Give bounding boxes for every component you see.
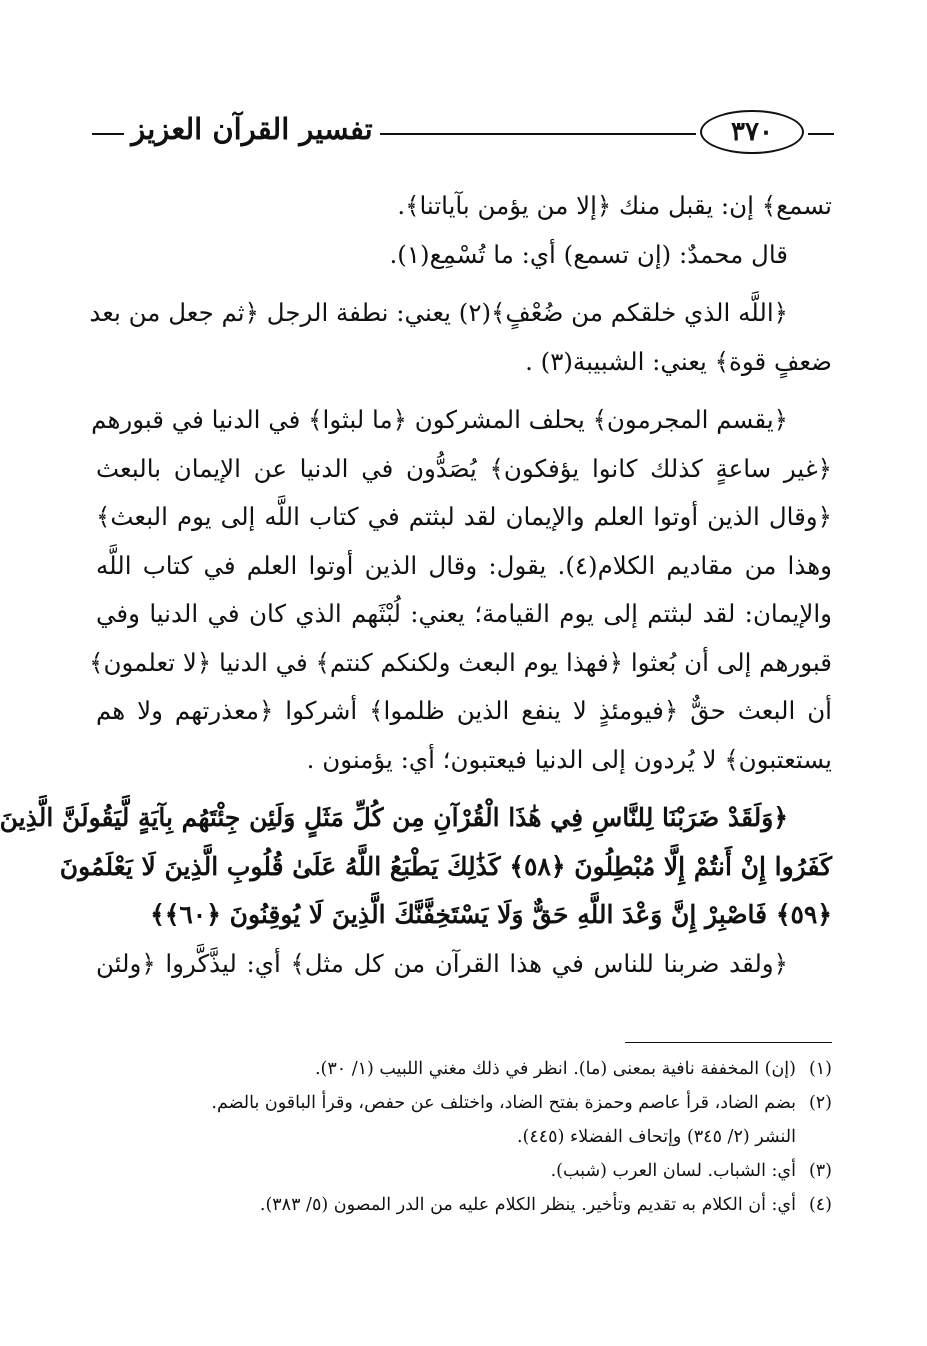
text-line: يستعتبون﴾ لا يُردون إلى الدنيا فيعتبون؛ أي: يؤمنون .	[306, 744, 832, 774]
footnote-separator	[625, 1042, 832, 1043]
footnote-text: بضم الضاد، قرأ عاصم وحمزة بفتح الضاد، واختلف عن حفص، وقرأ الباقون بالضم.	[211, 1093, 796, 1113]
page-number: ٣٧٠	[700, 110, 804, 154]
text-line: ﴿ولقد ضربنا للناس في هذا القرآن من كل مثل﴾ أي: ليذَّكَّروا ﴿ولئن	[96, 948, 788, 978]
page-header	[92, 108, 834, 158]
text-line: تسمع﴾ إن: يقبل منك ﴿إلا من يؤمن بآياتنا﴾.	[397, 191, 832, 220]
text-line: ﴿وقال الذين أوتوا العلم والإيمان لقد لبثتم في كتاب اللَّه إلى يوم البعث﴾	[96, 502, 832, 531]
footnote-number: (٤)	[808, 1195, 832, 1215]
footnote-number: (٣)	[808, 1161, 832, 1181]
footnote	[96, 1086, 832, 1120]
footnote-number: (١)	[808, 1059, 832, 1079]
footnote	[96, 1052, 832, 1086]
footnotes	[96, 1052, 832, 1222]
footnote-number: (٢)	[808, 1093, 832, 1113]
footnote	[96, 1188, 832, 1222]
footnote-continuation	[96, 1120, 832, 1154]
footnote-text: أي: الشباب. لسان العرب (شبب).	[550, 1161, 796, 1181]
text-line: أن البعث حقٌّ ﴿فيومئذٍ لا ينفع الذين ظلموا﴾ أشركوا ﴿معذرتهم ولا هم	[96, 696, 832, 725]
quran-verse-line: كَفَرُوا إِنْ أَنتُمْ إِلَّا مُبْطِلُونَ ﴿٥٨﴾ كَذَٰلِكَ يَطْبَعُ اللَّهُ عَلَىٰ قُلُوبِ الَّذِينَ لَا يَعْلَمُونَ	[59, 851, 832, 881]
footnote-text: (إن) المخففة نافية بمعنى (ما). انظر في ذلك مغني اللبيب (١/ ٣٠).	[314, 1059, 796, 1079]
text-line: والإيمان: لقد لبثتم إلى يوم القيامة؛ يعني: لُبْثَهم الذي كان في الدنيا وفي	[96, 599, 832, 628]
quran-verse-line: ﴿٥٩﴾ فَاصْبِرْ إِنَّ وَعْدَ اللَّهِ حَقٌّ وَلَا يَسْتَخِفَّنَّكَ الَّذِينَ لَا يُوقِنُونَ ﴿٦٠﴾﴾	[150, 900, 832, 929]
text-line: ﴿اللَّه الذي خلقكم من ضُعْفٍ﴾(٢) يعني: نطفة الرجل ﴿ثم جعل من بعد	[89, 298, 788, 327]
text-line: ﴿غير ساعةٍ كذلك كانوا يؤفكون﴾ يُصَدُّون في الدنيا عن الإيمان بالبعث	[96, 453, 832, 483]
quran-verse-line: ﴿وَلَقَدْ ضَرَبْنَا لِلنَّاسِ فِي هَٰذَا الْقُرْآنِ مِن كُلِّ مَثَلٍ وَلَئِن جِئْتَهُم بِآيَةٍ لَّيَقُولَنَّ الَّذِينَ	[0, 803, 788, 832]
book-title: تفسير القرآن العزيز	[131, 112, 373, 146]
text-line: ضعفٍ قوة﴾ يعني: الشبيبة(٣) .	[525, 346, 832, 376]
text-line: وهذا من مقاديم الكلام(٤). يقول: وقال الذين أوتوا العلم في كتاب اللَّه	[96, 550, 832, 580]
footnote-text: أي: أن الكلام به تقديم وتأخير. ينظر الكلام عليه من الدر المصون (٥/ ٣٨٣).	[259, 1195, 796, 1215]
header-rule-right	[808, 133, 834, 135]
header-rule-middle	[380, 133, 696, 135]
text-line: قال محمدٌ: (إن تسمع) أي: ما تُسْمِع(١).	[389, 239, 788, 269]
header-rule-left	[92, 133, 124, 135]
text-line: ﴿يقسم المجرمون﴾ يحلف المشركون ﴿ما لبثوا﴾ في الدنيا في قبورهم	[91, 405, 788, 434]
main-text	[0, 182, 832, 988]
text-line: قبورهم إلى أن بُعثوا ﴿فهذا يوم البعث ولكنكم كنتم﴾ في الدنيا ﴿لا تعلمون﴾	[89, 647, 832, 677]
footnote	[96, 1154, 832, 1188]
footnote-text: النشر (٢/ ٣٤٥) وإتحاف الفضلاء (٤٤٥).	[516, 1127, 796, 1147]
